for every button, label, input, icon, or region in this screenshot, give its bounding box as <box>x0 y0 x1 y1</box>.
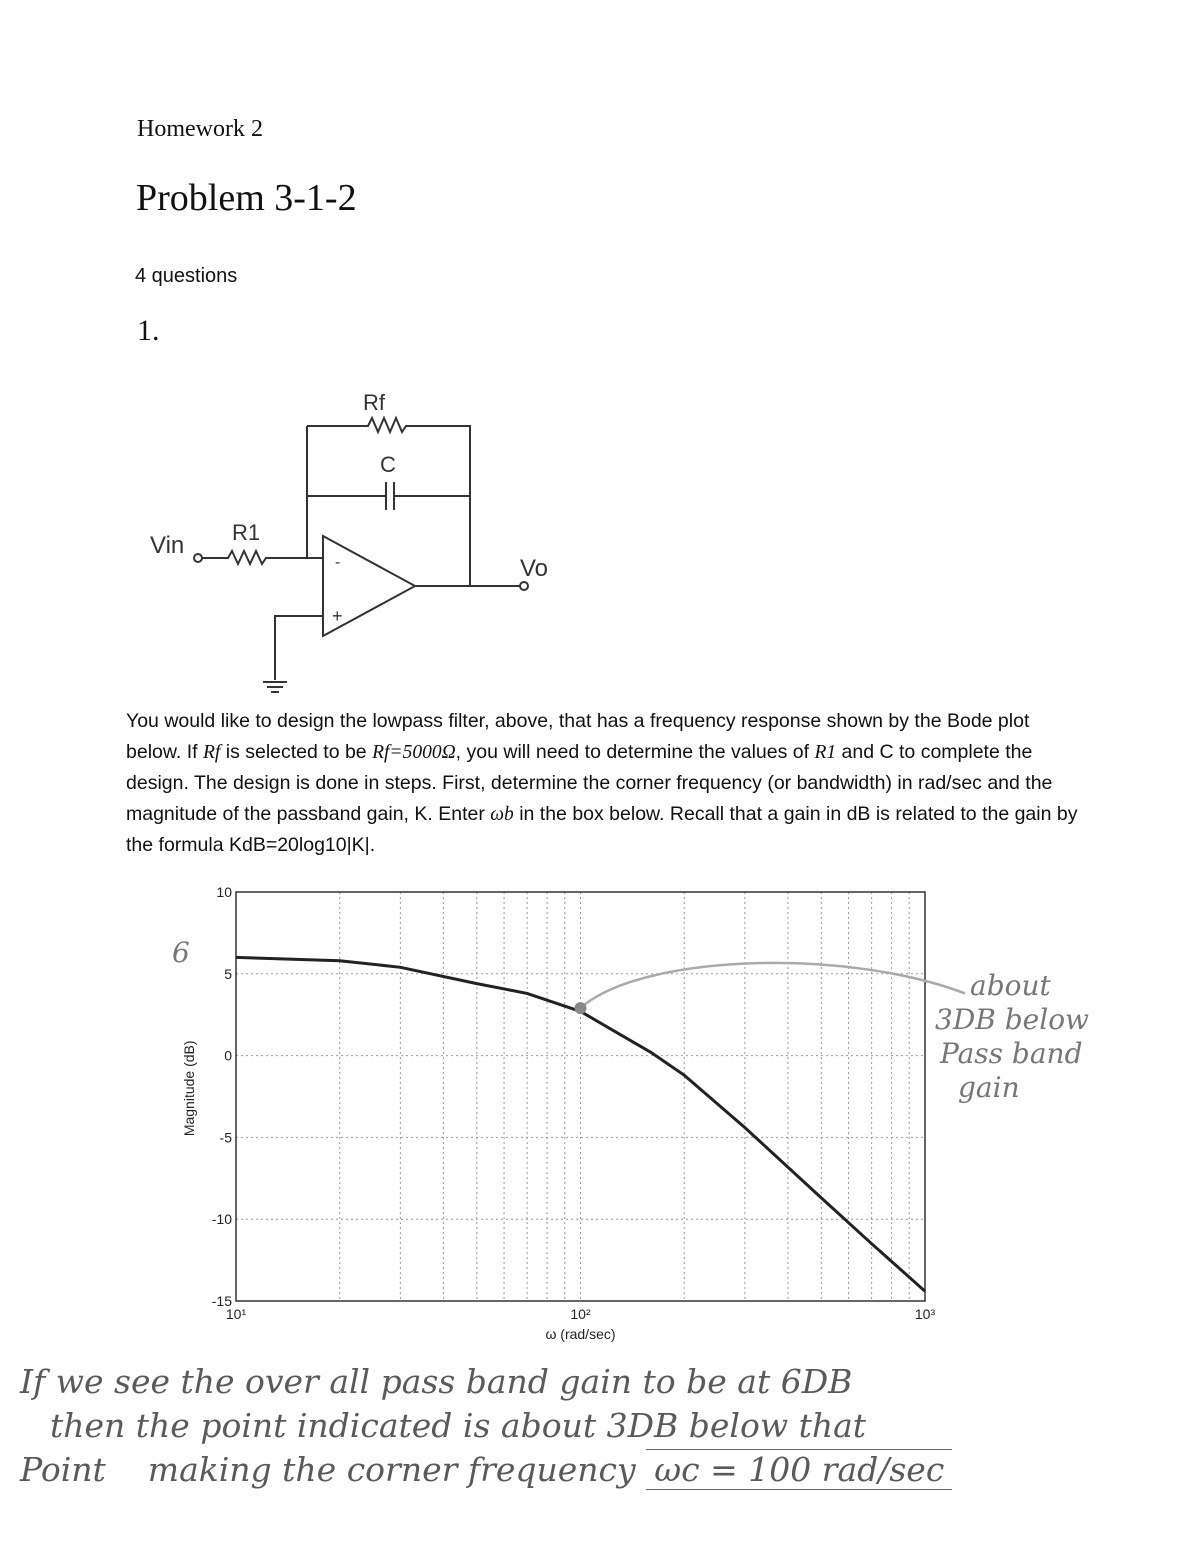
right-margin-note <box>935 969 1089 1104</box>
x-tick-label: 10¹ <box>225 1306 247 1322</box>
y-tick-label: 10 <box>216 884 232 900</box>
rf-value: Rf=5000Ω <box>372 741 456 763</box>
note-line-3-start: Point <box>20 1450 106 1489</box>
question-part: You would like to design the lowpass filter, above, that has a frequency response shown by the Bode plot below. If <box>126 710 1030 763</box>
plot-grid <box>236 892 925 1301</box>
answer-box: ωc = 100 rad/sec <box>646 1449 952 1490</box>
question-text <box>126 706 1086 861</box>
vin-label: Vin <box>150 532 185 559</box>
y-tick-label: 0 <box>224 1047 232 1064</box>
y-axis-label: Magnitude (dB) <box>181 1040 197 1137</box>
c-label: C <box>380 452 396 477</box>
r1-symbol: R1 <box>814 741 837 763</box>
question-part: and C to complete the design. The design is done in steps. First, determine the corner frequency (or bandwidth) in rad/sec and the magnitude of the passband gain, K. Enter <box>126 740 1053 825</box>
r1-label: R1 <box>232 520 261 545</box>
minus-sign: - <box>335 554 341 571</box>
question-number: 1. <box>137 314 160 347</box>
right-note-line: Pass band <box>940 1037 1083 1070</box>
right-note-line: about <box>970 969 1051 1002</box>
x-tick-labels <box>226 1306 936 1322</box>
vo-label: Vo <box>520 555 549 582</box>
question-part: is selected to be <box>220 740 373 763</box>
y-tick-label: -15 <box>211 1293 232 1309</box>
question-part: , you will need to determine the values of <box>455 740 815 763</box>
note-line-1: If we see the over all pass band gain to be at 6DB <box>20 1362 853 1401</box>
circuit-diagram <box>140 380 580 700</box>
handwritten-note <box>20 1360 1140 1492</box>
problem-title: Problem 3-1-2 <box>136 177 357 219</box>
question-part: in the box below. Recall that a gain in dB is related to the gain by the formula KdB=20log10|K|. <box>126 802 1078 856</box>
x-tick-label: 10³ <box>914 1306 936 1322</box>
wb-symbol: ωb <box>490 803 514 825</box>
annotation-arrow <box>581 963 966 1008</box>
rf-symbol: Rf <box>202 741 221 763</box>
y-tick-label: -10 <box>211 1211 232 1228</box>
rf-label: Rf <box>363 390 385 415</box>
y-tick-labels <box>212 884 232 1309</box>
plus-sign: + <box>332 606 343 626</box>
note-line-2: then the point indicated is about 3DB below that <box>50 1406 867 1445</box>
right-note-line: gain <box>958 1071 1020 1104</box>
x-axis-label: ω (rad/sec) <box>545 1326 616 1342</box>
right-note-line: 3DB below <box>935 1003 1090 1036</box>
course-label: Homework 2 <box>137 116 263 142</box>
passband-gain-note: 6 <box>172 936 190 969</box>
x-tick-label: 10² <box>570 1306 591 1322</box>
y-tick-label: -5 <box>219 1129 232 1146</box>
bode-plot <box>150 870 1150 1350</box>
y-tick-label: 5 <box>224 965 232 982</box>
note-line-3-mid: making the corner frequency <box>147 1450 636 1489</box>
corner-point-marker <box>575 1002 587 1014</box>
question-count: 4 questions <box>135 265 238 287</box>
